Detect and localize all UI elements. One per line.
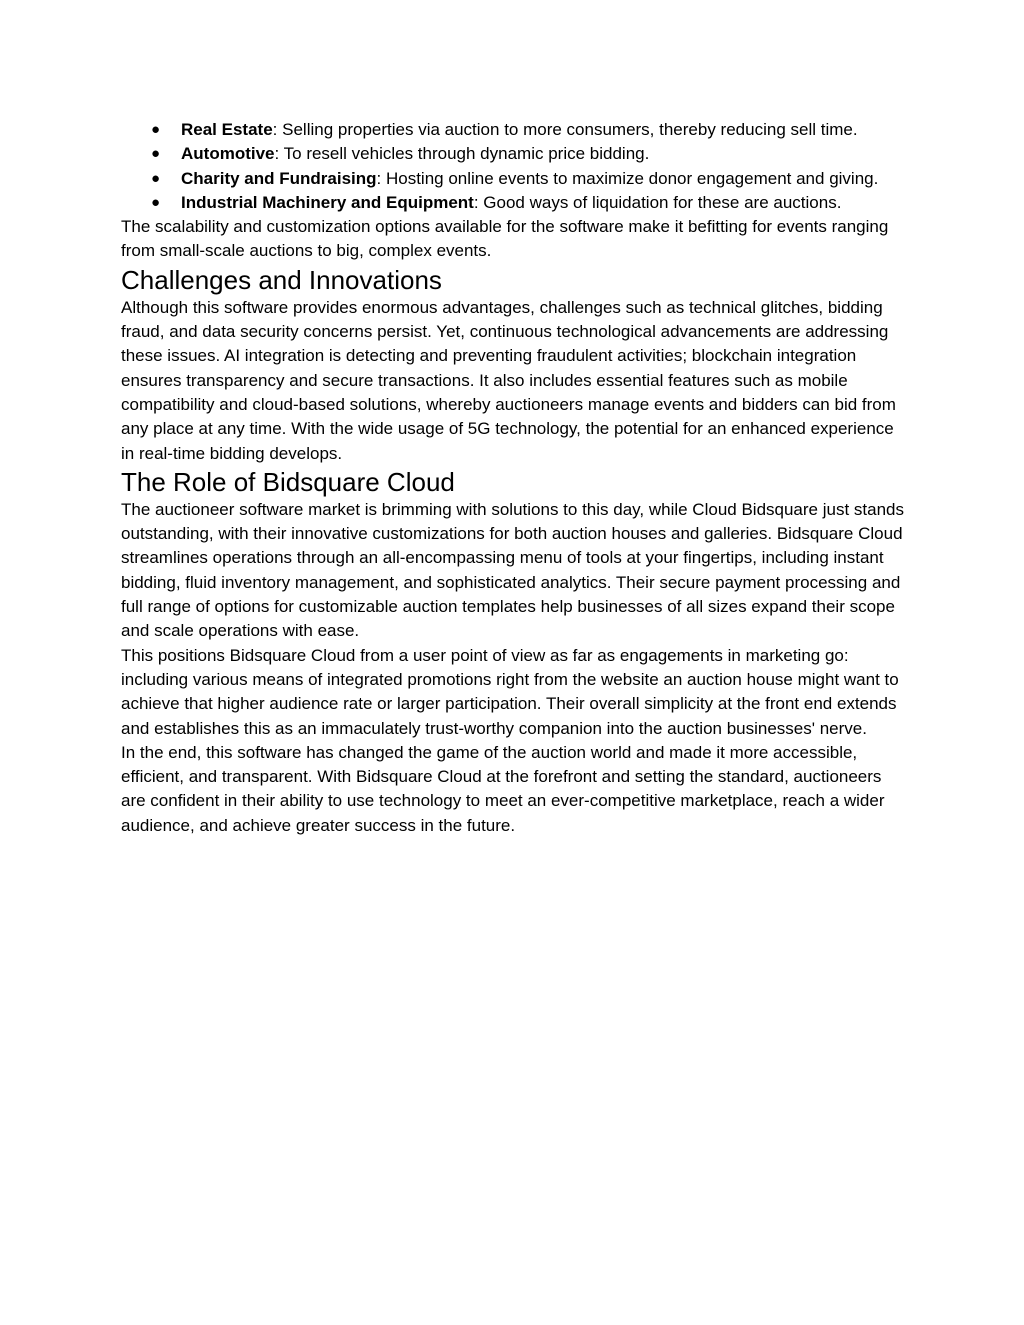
list-item (121, 142, 907, 166)
document-page (121, 118, 907, 838)
section-heading-bidsquare: The Role of Bidsquare Cloud (121, 466, 455, 497)
list-item-text: : Selling properties via auction to more consumers, thereby reducing sell time. (272, 120, 858, 139)
list-item-term: Industrial Machinery and Equipment (181, 192, 474, 212)
list-item-term: Automotive (181, 144, 275, 164)
list-item-text: : Hosting online events to maximize donor engagement and giving. (376, 168, 879, 188)
list-item (121, 191, 907, 215)
list-item-text: : To resell vehicles through dynamic price bidding. (274, 144, 650, 164)
bullet-icon: ● (151, 193, 161, 211)
section-heading-challenges: Challenges and Innovations (121, 264, 442, 295)
bullet-icon: ● (151, 169, 161, 187)
list-item-term: Charity and Fundraising (181, 168, 377, 188)
list-item-term: Real Estate (181, 120, 273, 139)
list-item-text: : Good ways of liquidation for these are auctions. (473, 192, 842, 212)
bullet-icon: ● (151, 145, 161, 163)
list-item (121, 118, 907, 142)
bidsquare-paragraph-3: In the end, this software has changed the game of the auction world and made it more accessible, efficient, and transparent. With Bidsquare Cloud at the forefront and setting the standard, auctioneers are confident in their ability to use technology to meet an ever-competitive marketplace, reach a wider audience, and achieve greater success in the future. (121, 742, 885, 835)
industry-list (121, 118, 907, 215)
intro-paragraph: The scalability and customization options available for the software make it befitting for events ranging from small-scale auctions to big, complex events. (121, 217, 889, 261)
bidsquare-paragraph-2: This positions Bidsquare Cloud from a user point of view as far as engagements in marketing go: including various means of integrated promotions right from the website an auction house might want to achieve that higher audience rate or larger participation. Their overall simplicity at the front end extends and establishes this as an immaculately trust-worthy companion into the auction businesses' nerve. (121, 645, 899, 738)
bullet-icon: ● (151, 121, 161, 138)
bidsquare-paragraph-1: The auctioneer software market is brimming with solutions to this day, while Cloud Bidsquare just stands outstanding, with their innovative customizations for both auction houses and galleries. Bidsquare Cloud streamlines operations through an all-encompassing menu of tools at your fingertips, including instant bidding, fluid inventory management, and sophisticated analytics. Their secure payment processing and full range of options for customizable auction templates help businesses of all sizes expand their scope and scale operations with ease. (121, 499, 904, 641)
challenges-paragraph: Although this software provides enormous advantages, challenges such as technical glitches, bidding fraud, and data security concerns persist. Yet, continuous technological advancements are addressing these issues. AI integration is detecting and preventing fraudulent activities; blockchain integration ensures transparency and secure transactions. It also includes essential features such as mobile compatibility and cloud-based solutions, whereby auctioneers manage events and bidders can bid from any place at any time. With the wide usage of 5G technology, the potential for an enhanced experience in real-time bidding develops. (121, 297, 896, 463)
list-item (121, 167, 907, 191)
